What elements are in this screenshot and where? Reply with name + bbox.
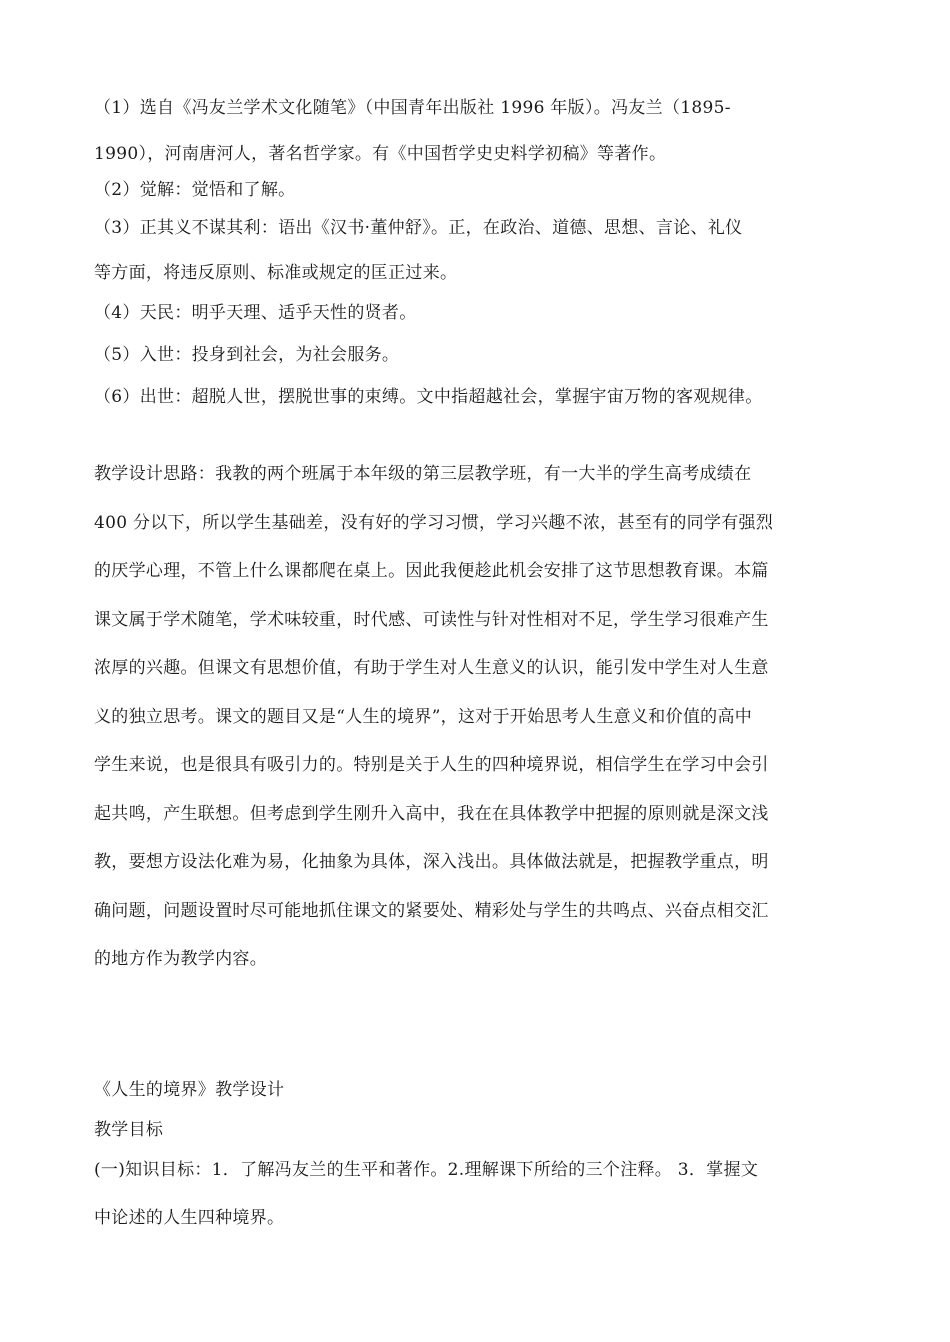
note-3-line-2: 等方面，将违反原则、标准或规定的匡正过来。 [94,263,458,283]
note-3-line-1: （3）正其义不谋其利：语出《汉书·董仲舒》。正，在政治、道德、思想、言论、礼仪 [94,218,743,238]
note-6: （6）出世：超脱人世，摆脱世事的束缚。文中指超越社会，掌握宇宙万物的客观规律。 [94,387,763,407]
design-idea-line: 教，要想方设法化难为易，化抽象为具体，深入浅出。具体做法就是，把握教学重点，明 [94,852,769,872]
design-idea-line: 学生来说，也是很具有吸引力的。特别是关于人生的四种境界说，相信学生在学习中会引 [94,755,769,775]
knowledge-goal-line-1: (一)知识目标：1．了解冯友兰的生平和著作。2.理解课下所给的三个注释。 3．掌握文 [94,1159,759,1180]
design-title: 《人生的境界》教学设计 [94,1079,285,1100]
design-idea-line: 课文属于学术随笔，学术味较重，时代感、可读性与针对性相对不足，学生学习很难产生 [94,609,769,630]
design-idea-paragraph [94,450,858,984]
goals-heading: 教学目标 [94,1119,164,1140]
note-5: （5）入世：投身到社会，为社会服务。 [94,345,400,365]
note-1-line-2: 1990），河南唐河人，著名哲学家。有《中国哲学史史料学初稿》等著作。 [94,144,667,164]
design-idea-line: 400 分以下，所以学生基础差，没有好的学习习惯，学习兴趣不浓，甚至有的同学有强烈 [94,512,774,533]
note-2: （2）觉解：觉悟和了解。 [94,180,296,200]
design-idea-line: 义的独立思考。课文的题目又是“人生的境界”，这对于开始思考人生意义和价值的高中 [94,706,753,727]
note-4: （4）天民：明乎天理、适乎天性的贤者。 [94,303,417,323]
design-idea-line: 教学设计思路：我教的两个班属于本年级的第三层教学班，有一大半的学生高考成绩在 [94,464,752,484]
design-idea-line: 浓厚的兴趣。但课文有思想价值，有助于学生对人生意义的认识，能引发中学生对人生意 [94,658,769,678]
design-idea-line: 起共鸣，产生联想。但考虑到学生刚升入高中，我在在具体教学中把握的原则就是深文浅 [94,803,769,824]
note-1-line-1: （1）选自《冯友兰学术文化随笔》（中国青年出版社 1996 年版）。冯友兰（1895- [94,98,731,118]
design-idea-line: 确问题，问题设置时尽可能地抓住课文的紧要处、精彩处与学生的共鸣点、兴奋点相交汇 [94,900,769,921]
design-idea-line: 的地方作为教学内容。 [94,949,267,969]
design-idea-line: 的厌学心理，不管上什么课都爬在桌上。因此我便趁此机会安排了这节思想教育课。本篇 [94,561,769,581]
knowledge-goal-line-2: 中论述的人生四种境界。 [94,1207,285,1228]
document-page [94,88,858,1242]
